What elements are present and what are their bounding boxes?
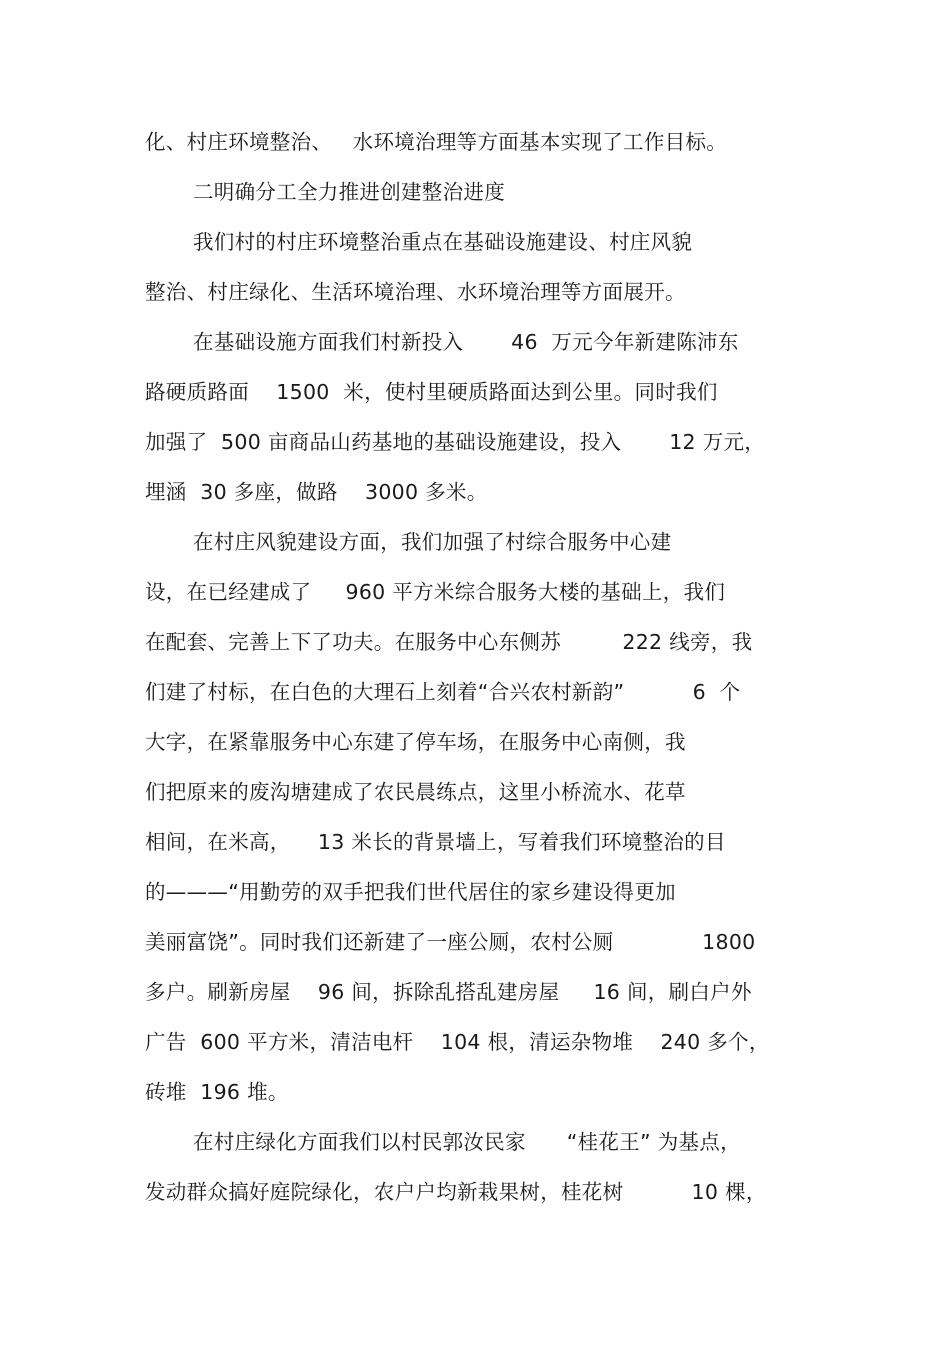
text-line: 埋涵 30 多座，做路 3000 多米。 xyxy=(145,480,488,504)
text-line: 在村庄风貌建设方面，我们加强了村综合服务中心建 xyxy=(193,530,672,554)
text-line: 加强了 500 亩商品山药基地的基础设施建设，投入 12 万元， xyxy=(145,430,766,454)
text-line: 们建了村标，在白色的大理石上刻着“合兴农村新韵” 6 个 xyxy=(145,680,741,704)
text-line: 设，在已经建成了 960 平方米综合服务大楼的基础上，我们 xyxy=(145,580,726,604)
text-line: 在基础设施方面我们村新投入 46 万元今年新建陈沛东 xyxy=(193,330,739,354)
text-line: 相间，在米高， 13 米长的背景墙上，写着我们环境整治的目 xyxy=(145,830,726,854)
text-line: 们把原来的废沟塘建成了农民晨练点，这里小桥流水、花草 xyxy=(145,780,686,804)
text-line: 路硬质路面 1500 米，使村里硬质路面达到公里。同时我们 xyxy=(145,380,718,404)
text-line: 的———“用勤劳的双手把我们世代居住的家乡建设得更加 xyxy=(145,880,676,904)
section-heading: 二明确分工全力推进创建整治进度 xyxy=(193,180,505,204)
text-line: 我们村的村庄环境整治重点在基础设施建设、村庄风貌 xyxy=(193,230,693,254)
text-line: 整治、村庄绿化、生活环境治理、水环境治理等方面展开。 xyxy=(145,280,686,304)
text-line: 广告 600 平方米，清洁电杆 104 根，清运杂物堆 240 多个， xyxy=(145,1030,770,1054)
text-line: 在配套、完善上下了功夫。在服务中心东侧苏 222 线旁，我 xyxy=(145,630,753,654)
text-line: 大字，在紧靠服务中心东建了停车场，在服务中心南侧，我 xyxy=(145,730,686,754)
text-line: 多户。刷新房屋 96 间，拆除乱搭乱建房屋 16 间，刷白户外 xyxy=(145,980,752,1004)
text-line: 在村庄绿化方面我们以村民郭汝民家 “桂花王” 为基点， xyxy=(193,1130,741,1154)
text-line: 美丽富饶”。同时我们还新建了一座公厕，农村公厕 1800 xyxy=(145,930,756,954)
text-line: 砖堆 196 堆。 xyxy=(145,1080,289,1104)
text-line: 化、村庄环境整治、 水环境治理等方面基本实现了工作目标。 xyxy=(145,130,728,154)
text-line: 发动群众搞好庭院绿化，农户户均新栽果树，桂花树 10 棵， xyxy=(145,1180,767,1204)
